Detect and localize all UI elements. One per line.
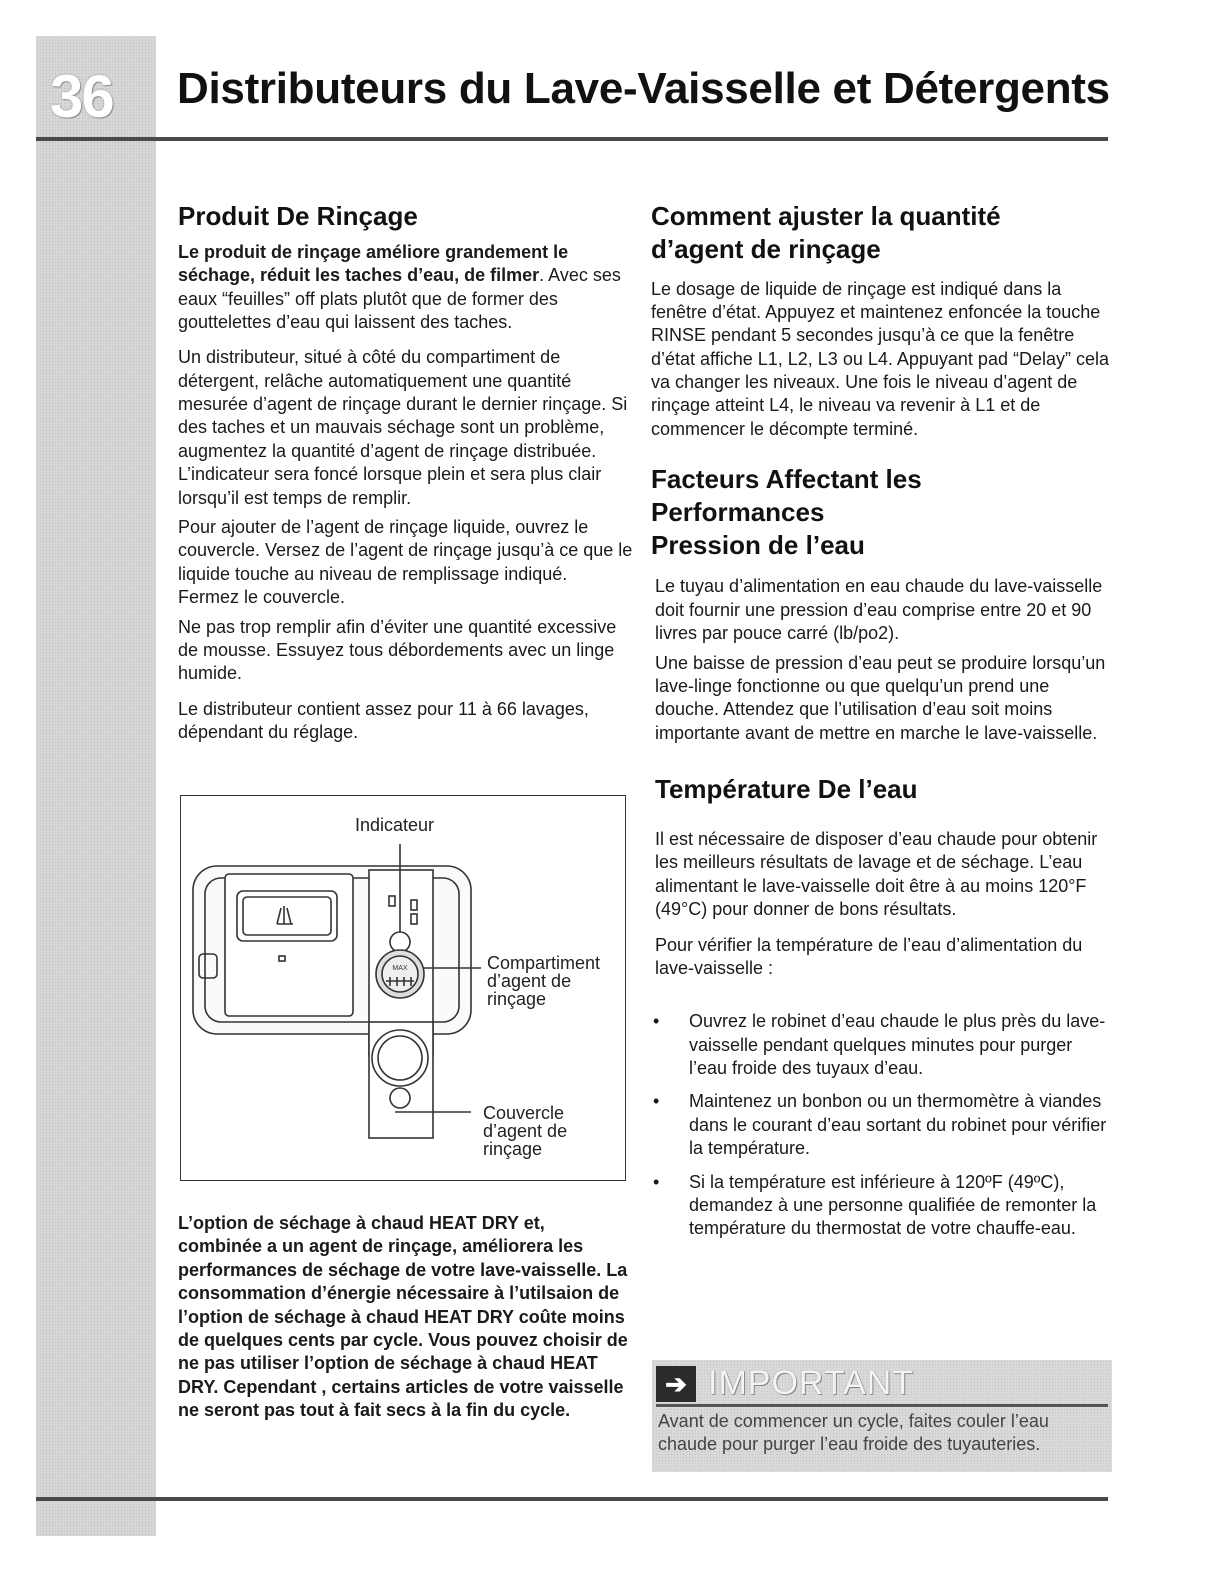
capacity-paragraph: Le distributeur contient assez pour 11 à 66 lavages, dépendant du réglage. [178,698,589,743]
dial-text: MAX [392,965,408,972]
important-notice [652,1360,1112,1472]
rinse-aid-heading: Produit De Rinçage [178,201,418,231]
temperature-steps [651,1010,1113,1241]
bullet-marker: • [653,1091,660,1112]
important-text: Avant de commencer un cycle, faites couler l’eau chaude pour purger l’eau froide des tuyauteries. [658,1411,1049,1455]
heat-dry-paragraph: L’option de séchage à chaud HEAT DRY et, combinée a un agent de rinçage, améliorera les performances de séchage de votre lave-vaisselle. La consommation d’énergie nécessaire à l’utilsaion de l’option de séchage à chaud HEAT DRY coûte moins de quelques cents par cycle. Vous pouvez choisir de ne pas utiliser l’option de séchage à chaud HEAT DRY. Cependant , certains articles de votre vaisselle ne seront pas tout à fait secs à la fin du cycle. [178,1213,628,1421]
important-title: IMPORTANT [708,1364,915,1402]
important-rule [656,1404,1108,1407]
adjust-heading: Comment ajuster la quantité d’agent de rinçage [651,201,1001,264]
compartment-label: Compartiment d’agent de rinçage [487,953,601,1009]
temperature-paragraph-2: Pour vérifier la température de l’eau d’alimentation du lave-vaisselle : [655,934,1083,978]
important-header [656,1364,914,1403]
temperature-heading: Température De l’eau [655,774,918,805]
adjust-paragraph: Le dosage de liquide de rinçage est indiqué dans la fenêtre d’état. Appuyez et maintenez enfoncée la touche RINSE pendant 5 secondes jusqu’à ce que la fenêtre d’état affiche L1, L2, L3 ou L4. Appuyant pad “Delay” cela va changer les niveaux. Une fois le niveau d’agent de rinçage atteint L4, le niveau va revenir à L1 et de commencer le décompte terminé. [651,278,1109,439]
pressure-paragraph-1: Le tuyau d’alimentation en eau chaude du lave-vaisselle doit fournir une pression d’eau comprise entre 20 et 90 livres par pouce carré (lb/po2). [655,576,1103,644]
list-item [651,1171,1113,1241]
temperature-paragraph-1: Il est nécessaire de disposer d’eau chaude pour obtenir les meilleurs résultats de lavage et de séchage. L’eau alimentant le lave-vaisselle doit être à au moins 120°F (49°C) pour donner de bons résultats. [655,828,1098,920]
indicator-label: Indicateur [355,815,435,835]
bullet-text: Maintenez un bonbon ou un thermomètre à viandes dans le courant d’eau sortant du robinet pour vérifier la température. [689,1091,1107,1159]
dispenser-paragraph: Un distributeur, situé à côté du compartiment de détergent, relâche automatiquement une quantité mesurée d’agent de rinçage durant le dernier rinçage. Si des taches et un mauvais séchage sont un problème, augmentez la quantité d’agent de rinçage distribuée. L’indicateur sera foncé lorsque plein et sera plus clair lorsqu’il est temps de remplir. [178,347,628,508]
page-title: Distributeurs du Lave-Vaisselle et Détergents [177,64,1110,113]
dispenser-diagram [180,795,626,1181]
left-column [178,200,633,745]
footer-rule [36,1497,1108,1501]
pressure-heading: Pression de l’eau [651,529,865,560]
pressure-paragraph-2: Une baisse de pression d’eau peut se produire lorsqu’un lave-linge fonctionne ou que quelqu’un prend une douche. Attendez que l’utilisation d’eau soit moins importante avant de mettre en marche le lave-vaisselle. [655,652,1106,743]
bullet-marker: • [653,1171,660,1192]
page-sidebar-band [36,36,156,1536]
rinse-aid-intro [178,241,633,335]
cover-label: Couvercle d’agent de rinçage [483,1103,568,1159]
list-item [651,1010,1113,1080]
bullet-text: Si la température est inférieure à 120ºF (49ºC), demandez à une personne qualifiée de remonter la température du thermostat de votre chauffe-eau. [689,1171,1097,1239]
bullet-text: Ouvrez le robinet d’eau chaude le plus près du lave-vaisselle pendant quelques minutes pour purger l’eau froide des tuyaux d’eau. [689,1011,1106,1079]
overfill-paragraph: Ne pas trop remplir afin d’éviter une quantité excessive de mousse. Essuyez tous débordements avec un linge humide. [178,616,617,684]
arrow-right-icon: ➔ [656,1366,696,1402]
page-number: 36 [50,63,113,130]
list-item [651,1090,1113,1160]
right-column [651,200,1113,1251]
rinse-aid-intro-bold: Le produit de rinçage améliore grandement le séchage, réduit les taches d’eau, de filmer [178,241,569,286]
add-rinse-aid-paragraph: Pour ajouter de l’agent de rinçage liquide, ouvrez le couvercle. Versez de l’agent de rinçage jusqu’à ce que le liquide touche au niveau de remplissage indiqué. Fermez le couvercle. [178,517,633,608]
header-rule [36,137,1108,141]
bullet-marker: • [653,1011,660,1032]
rinse-aid-intro-rest: . Avec ses eaux “feuilles” off plats plutôt que de former des gouttelettes d’eau qui laissent des taches. [178,265,621,332]
factors-heading: Facteurs Affectant les Performances [651,464,922,527]
